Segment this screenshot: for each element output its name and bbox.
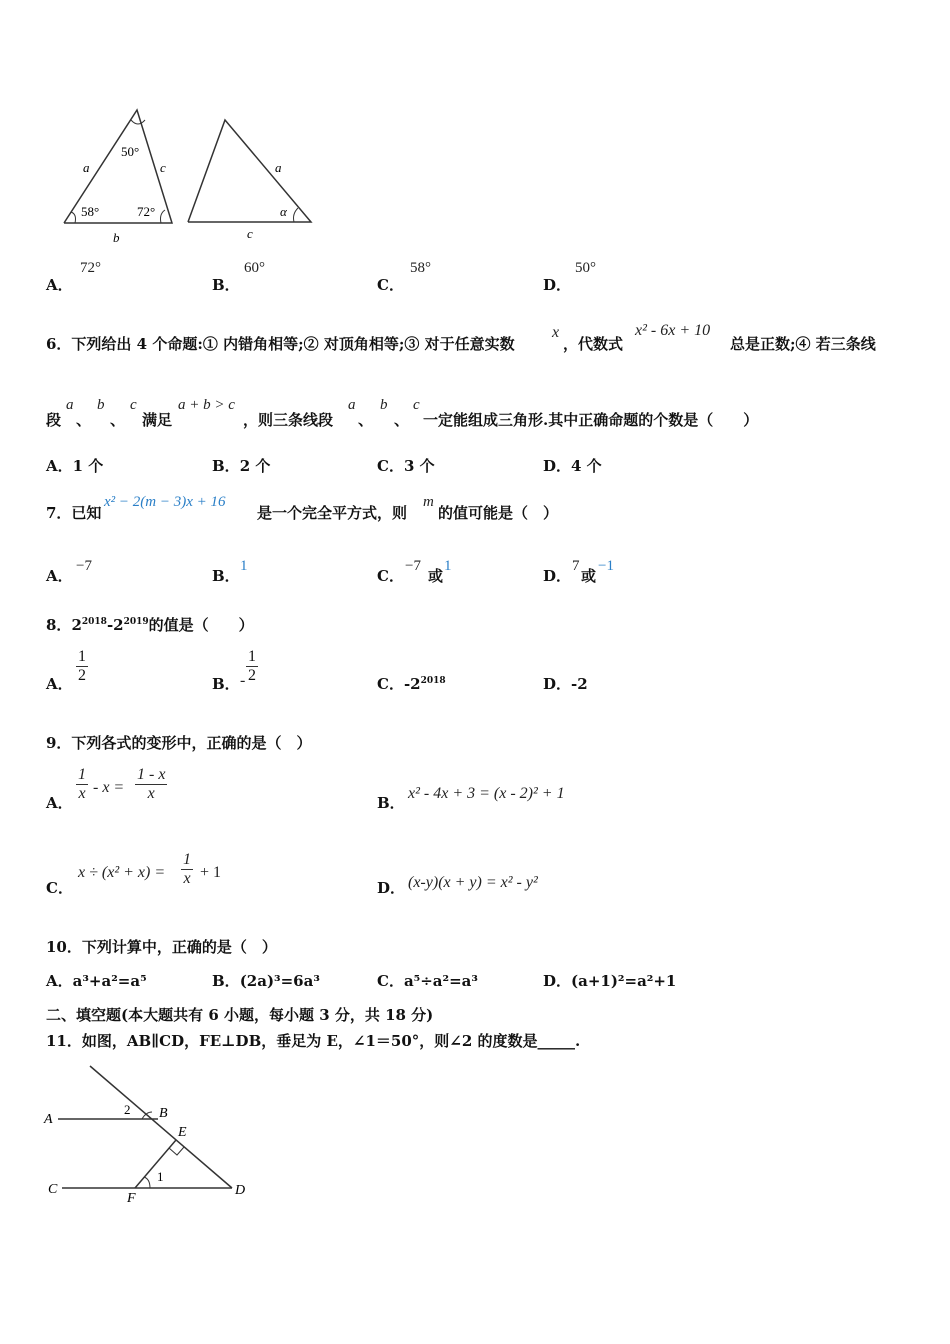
angle-arc-alpha [294, 208, 299, 222]
tri1-angle-left: 58° [81, 204, 100, 219]
fraction-numerator: 1 [248, 648, 256, 665]
q5-option-c[interactable]: C． [377, 276, 404, 294]
fig-label-2: 2 [124, 1102, 131, 1117]
tri2-label-a: a [275, 160, 282, 175]
tri1-label-a: a [83, 160, 90, 175]
q9-c-rhs: + 1 [200, 864, 222, 881]
q6-expression: x² - 6x + 10 [635, 322, 711, 339]
q5-option-d[interactable]: D． [543, 276, 572, 294]
triangle-2-outline [188, 120, 311, 222]
fraction-denominator: x [76, 784, 88, 803]
q7-option-d[interactable]: D． [543, 567, 572, 585]
q6-stem-end: 一定能组成三角形.其中正确命题的个数是（ ） [423, 411, 759, 429]
q6-inequality: a + b > c [178, 397, 235, 413]
q6-sep-3: 、 [358, 411, 374, 429]
q5-option-b[interactable]: B． [212, 276, 240, 294]
fig-label-e: E [178, 1125, 187, 1140]
q7-option-b[interactable]: B． [212, 567, 240, 585]
q7-var-m: m [423, 494, 434, 510]
tri1-angle-top: 50° [121, 144, 140, 159]
q9-c-fraction [181, 851, 193, 888]
q10-option-b[interactable]: B．(2a)³=6a³ [212, 972, 320, 990]
q7-stem-prefix: 7．已知 [46, 504, 102, 522]
q10-option-c[interactable]: C．a⁵÷a²=a³ [377, 972, 478, 990]
q10-stem: 10．下列计算中，正确的是（ ） [46, 938, 277, 956]
q6-stem-mid: ，代数式 [563, 335, 624, 353]
q6-var-b2: b [380, 397, 388, 413]
q6-sep-4: 、 [394, 411, 410, 429]
q9-option-a[interactable]: A． [46, 794, 73, 812]
q6-option-d[interactable]: D．4 个 [543, 457, 602, 475]
q6-sep-1: 、 [76, 411, 92, 429]
fig-label-d: D [235, 1183, 246, 1198]
q6-var-a: a [66, 397, 74, 413]
q9-stem: 9．下列各式的变形中，正确的是（ ） [46, 734, 312, 752]
right-angle-mark [169, 1147, 184, 1155]
q6-stem-line1: 6．下列给出 4 个命题:① 内错角相等;② 对顶角相等;③ 对于任意实数 [46, 335, 515, 353]
q7-expression: x² − 2(m − 3)x + 16 [104, 494, 226, 510]
fraction-numerator: 1 - x [137, 766, 166, 783]
q6-var-x: x [552, 324, 560, 341]
tri1-angle-right: 72° [137, 204, 156, 219]
fraction-numerator: 1 [78, 648, 86, 665]
q7-option-d-value: 7 [572, 558, 580, 574]
q5-option-d-value: 50° [575, 260, 596, 276]
fraction-denominator: x [135, 784, 167, 803]
q6-option-b[interactable]: B．2 个 [212, 457, 271, 475]
q5-option-c-value: 58° [410, 260, 431, 276]
q9-option-c[interactable]: C． [46, 879, 73, 897]
q8-option-c[interactable]: C．$-2^{2018}$ [377, 675, 446, 693]
q5-option-b-value: 60° [244, 260, 265, 276]
q6-sep-2: 、 [110, 411, 126, 429]
q9-b-expression: x² - 4x + 3 = (x - 2)² + 1 [408, 785, 565, 802]
q7-option-c[interactable]: C． [377, 567, 404, 585]
q8-option-b[interactable]: B． [212, 675, 240, 693]
tri1-label-b: b [113, 230, 120, 245]
line-fe [135, 1140, 176, 1188]
q5-option-a-value: 72° [80, 260, 101, 276]
tri2-label-alpha: α [280, 204, 287, 219]
q9-option-d[interactable]: D． [377, 879, 406, 897]
angle-arc-right [161, 210, 166, 223]
tri2-label-c: c [247, 226, 253, 241]
q7-option-a[interactable]: A． [46, 567, 73, 585]
q7-option-d-value2: −1 [598, 558, 614, 574]
tri1-label-c: c [160, 160, 166, 175]
fraction-denominator: 2 [78, 667, 86, 684]
fig-label-a: A [44, 1112, 53, 1127]
q9-d-expression: (x-y)(x + y) = x² - y² [408, 874, 538, 891]
angle-arc-1 [144, 1177, 150, 1188]
q6-var-c2: c [413, 397, 420, 413]
fraction-numerator: 1 [78, 766, 86, 783]
fig-label-1: 1 [157, 1169, 164, 1184]
q5-triangle-figure-1 [55, 100, 185, 248]
q8-option-b-fraction [246, 648, 258, 685]
angle-arc-top [131, 120, 145, 124]
fraction-denominator: 2 [248, 667, 256, 684]
fig-label-c: C [48, 1182, 58, 1197]
q7-stem-suffix: 的值可能是（ ） [438, 504, 559, 522]
section-2-title: 二、填空题(本大题共有 6 小题，每小题 3 分，共 18 分) [46, 1006, 434, 1024]
q10-option-a[interactable]: A．a³+a²=a⁵ [46, 972, 147, 990]
q11-stem: 11．如图，AB∥CD，FE⊥DB，垂足为 E，∠1＝50°，则∠2 的度数是_____. [46, 1032, 581, 1050]
q6-var-b: b [97, 397, 105, 413]
fig-label-b: B [159, 1106, 168, 1121]
q7-option-c-value: −7 [405, 558, 421, 574]
q6-option-a[interactable]: A．1 个 [46, 457, 104, 475]
q5-triangle-figure-2 [180, 110, 320, 245]
q8-option-d[interactable]: D．-2 [543, 675, 588, 693]
q6-var-c: c [130, 397, 137, 413]
q6-option-c[interactable]: C．3 个 [377, 457, 435, 475]
q6-stem-then: ，则三条线段 [243, 411, 334, 429]
q8-option-a[interactable]: A． [46, 675, 73, 693]
angle-arc-left [71, 212, 76, 223]
q7-option-d-or: 或 [581, 567, 597, 585]
q11-geometry-figure [40, 1060, 265, 1210]
q8-option-b-sign: - [240, 672, 246, 689]
q6-stem-line2-start: 段 [46, 411, 62, 429]
q6-var-a2: a [348, 397, 356, 413]
q6-stem-suffix: 总是正数;④ 若三条线 [730, 335, 876, 353]
q9-a-fraction-2 [135, 766, 167, 803]
fig-label-f: F [127, 1191, 136, 1206]
fraction-numerator: 1 [183, 851, 191, 868]
q8-stem: 8．$2^{2018}-2^{2019}$的值是（ ） [46, 616, 254, 634]
q9-c-lhs: x ÷ (x² + x) = [78, 864, 166, 881]
q7-stem-mid: 是一个完全平方式，则 [257, 504, 408, 522]
q9-a-middle: - x = [93, 779, 125, 796]
q7-option-c-value2: 1 [444, 558, 452, 574]
q6-stem-satisfy: 满足 [142, 411, 173, 429]
q5-option-a[interactable]: A． [46, 276, 73, 294]
fraction-denominator: x [181, 869, 193, 888]
q8-option-a-fraction [76, 648, 88, 685]
q7-option-c-or: 或 [428, 567, 444, 585]
q9-a-fraction-1 [76, 766, 88, 803]
q10-option-d[interactable]: D．(a+1)²=a²+1 [543, 972, 677, 990]
q9-option-b[interactable]: B． [377, 794, 405, 812]
q7-option-a-value: −7 [76, 558, 92, 574]
q7-option-b-value: 1 [240, 558, 248, 574]
